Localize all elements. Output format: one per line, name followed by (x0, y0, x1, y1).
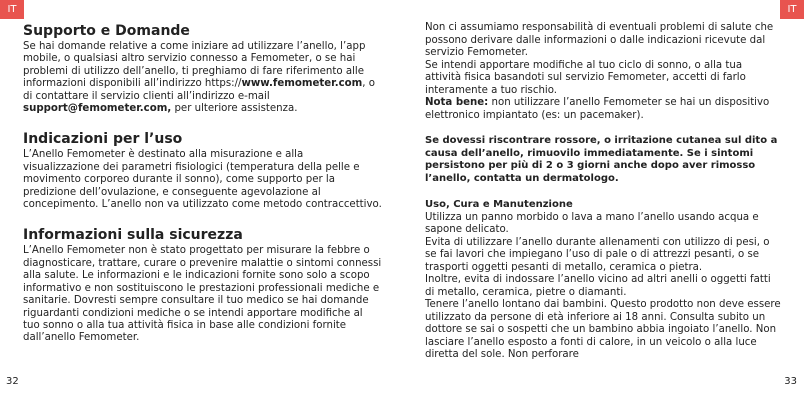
indications-paragraph: L’Anello Femometer è destinato alla misurazione e alla visualizzazione dei parametri fisiologici (temperatura della pelle e movimento corporeo durante il sonno), come supporto per la predizione dell’ovulazione, e conseguente agevolazione al concepimento. L’anello non va utilizzato come metodo contraccettivo. (23, 149, 382, 211)
risk-paragraph: Se intendi apportare modifiche al tuo ciclo di sonno, o alla tua attività fisica basandoti sul servizio Femometer, accetti di farlo interamente a tuo rischio. (425, 59, 746, 96)
support-text-a: Se hai domande relative a come iniziare ad utilizzare l’anello, l’app mobile, o qualsiasi altro servizio connesso a Femometer, o se hai problemi di utilizzo dell’anello, ti preghiamo di fare riferimento alle informazioni disponibili all’indirizzo https:// (23, 41, 366, 90)
care-other-rings: Inoltre, evita di indossare l’anello vicino ad altri anelli o oggetti fatti di metallo, ceramica, pietre o diamanti. (425, 274, 771, 298)
safety-paragraph: L’Anello Femometer non è stato progettato per misurare la febbre o diagnosticare, trattare, curare o prevenire malattie o sintomi connessi alla salute. Le informazioni e le indicazioni fornite sono solo a scopo informativo e non sostituiscono le prestazioni professionali mediche e sanitarie. Dovresti sempre consultare il tuo medico se hai domande riguardanti condizioni mediche o se intendi apportare modifiche al tuo sonno o alla tua attività fisica in base alle condizioni fornite dall’anello Femometer. (23, 245, 382, 344)
support-text-b: , o di contattare il servizio clienti all’indirizzo e-mail (23, 78, 375, 102)
indications-title: Indicazioni per l’uso (23, 131, 183, 148)
skin-warning: Se dovessi riscontrare rossore, o irritazione cutanea sul dito a causa dell’anello, rimuovilo immediatamente. Se i sintomi persistono per più di 2 o 3 giorni anche dopo aver rimosso l’anello, contatta un dermatologo. (425, 135, 778, 184)
page-number-right: 33 (784, 376, 797, 387)
support-email: support@femometer.com, (23, 103, 172, 115)
liability-paragraph: Non ci assumiamo responsabilità di eventuali problemi di salute che possono derivare dalle informazioni o dalle indicazioni ricevute dal servizio Femometer. (425, 22, 774, 58)
note-text: non utilizzare l’anello Femometer se hai un dispositivo elettronico impiantato (es: un pacemaker). (425, 97, 770, 121)
support-title: Supporto e Domande (23, 23, 190, 39)
right-page (425, 22, 781, 362)
support-text-c: per ulteriore assistenza. (171, 103, 298, 115)
care-cleaning: Utilizza un panno morbido o lava a mano l’anello usando acqua e sapone delicato. (425, 211, 759, 236)
note-paragraph (425, 97, 781, 122)
care-title: Uso, Cura e Manutenzione (425, 199, 573, 211)
support-paragraph (23, 41, 382, 115)
care-children: Tenere l’anello lontano dai bambini. Questo prodotto non deve essere utilizzato da persone di età inferiore ai 18 anni. Consulta subito un dottore se sai o sospetti che un bambino abbia ingoiato l’anello. Non lasciare l’anello esposto a fonti di calore, in un veicolo o alla luce diretta del sole. Non perforare (425, 299, 781, 361)
left-page (23, 22, 382, 345)
language-tab-right: IT (780, 0, 804, 19)
language-tab-left: IT (0, 0, 24, 19)
page-number-left: 32 (6, 376, 19, 387)
safety-title: Informazioni sulla sicurezza (23, 227, 243, 244)
support-url: www.femometer.com (241, 78, 363, 90)
care-training: Evita di utilizzare l’anello durante allenamenti con utilizzo di pesi, o se fai lavori che impiegano l’uso di pale o di attrezzi pesanti, o se trasporti oggetti pesanti di metallo, ceramica o pietra. (425, 236, 770, 273)
note-label: Nota bene: (425, 97, 489, 108)
